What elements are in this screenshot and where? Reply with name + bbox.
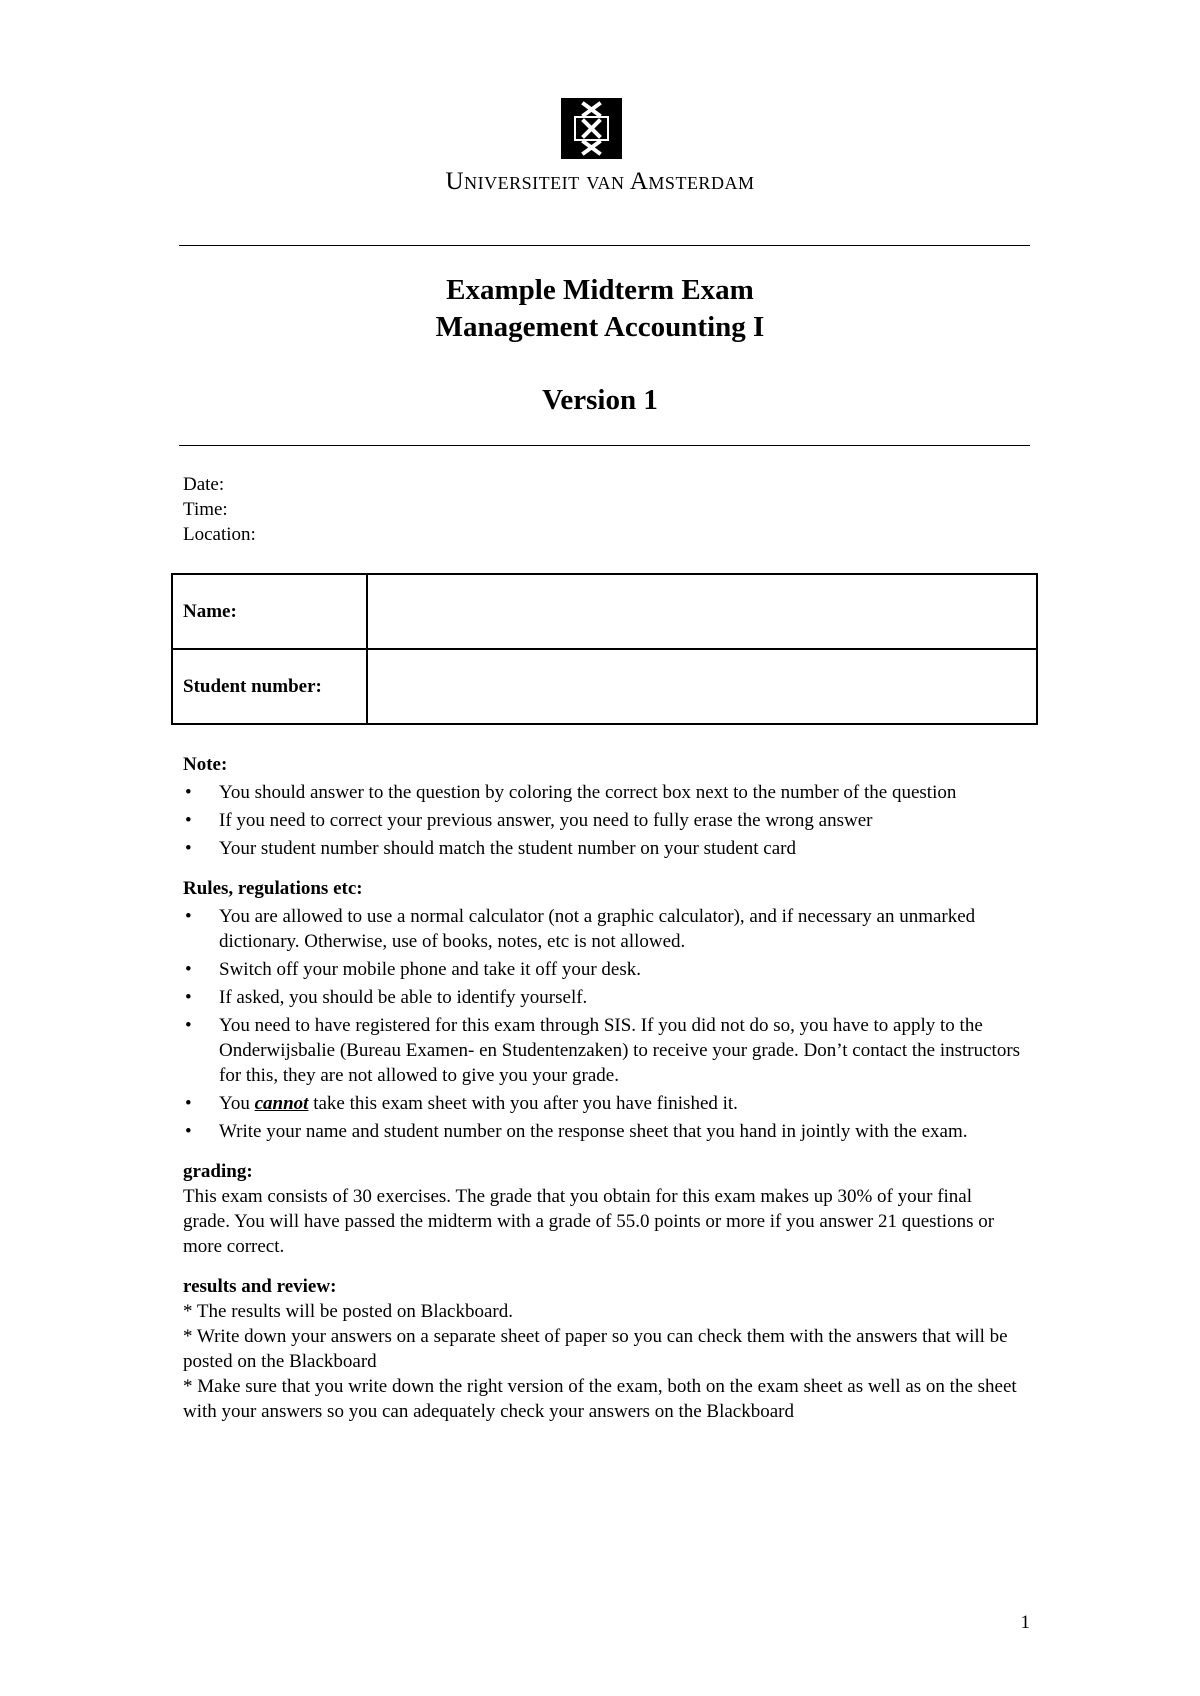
results-item: * Write down your answers on a separate sheet of paper so you can check them with the answers that will be posted on the Blackboard: [183, 1326, 1008, 1372]
rules-heading: Rules, regulations etc:: [183, 878, 363, 899]
location-label: Location:: [183, 524, 256, 545]
university-name: Universiteit van Amsterdam: [445, 168, 755, 195]
list-item: • If asked, you should be able to identify yourself.: [185, 987, 588, 1008]
time-label: Time:: [183, 499, 228, 520]
list-item: • You should answer to the question by coloring the correct box next to the number of the question: [185, 782, 957, 803]
list-item: • Your student number should match the student number on your student card: [185, 838, 796, 859]
bullet-icon: •: [185, 782, 192, 803]
name-label: Name:: [172, 574, 367, 649]
list-item: • You need to have registered for this exam through SIS. If you did not do so, you have to apply to the Onderwijsbalie (Bureau Examen- en Studentenzaken) to receive your grade. Don’t contact the instructors for this, they are not allowed to give you your grade.: [185, 1015, 1021, 1086]
results-heading: results and review:: [183, 1276, 337, 1297]
results-item: * Make sure that you write down the right version of the exam, both on the exam sheet as well as on the sheet with your answers so you can adequately check your answers on the Blackboard: [183, 1376, 1017, 1422]
exam-title: Example Midterm Exam: [446, 274, 754, 306]
top-divider: [179, 245, 1030, 246]
instructions: [183, 752, 1023, 1424]
student-number-label: Student number:: [172, 649, 367, 724]
grading-text: This exam consists of 30 exercises. The grade that you obtain for this exam makes up 30% of your final grade. You will have passed the midterm with a grade of 55.0 points or more if you answer 21 questions or more correct.: [183, 1186, 995, 1257]
note-heading: Note:: [183, 754, 228, 775]
name-row: [172, 574, 1037, 649]
list-item: • You are allowed to use a normal calculator (not a graphic calculator), and if necessary an unmarked dictionary. Otherwise, use of books, notes, etc is not allowed.: [185, 906, 976, 952]
bullet-icon: •: [185, 838, 192, 859]
page-number: 1: [1020, 1612, 1030, 1633]
bottom-divider: [179, 445, 1030, 446]
student-number-field[interactable]: [367, 649, 1037, 724]
cannot-emphasis: cannot: [254, 1093, 309, 1114]
bullet-icon: •: [185, 1015, 192, 1036]
grading-heading: grading:: [183, 1161, 253, 1182]
rules-list: [183, 904, 1023, 1144]
exam-version: Version 1: [542, 384, 658, 416]
student-info-table: [171, 573, 1038, 725]
student-number-row: [172, 649, 1037, 724]
bullet-icon: •: [185, 1093, 192, 1114]
university-logo-icon: [561, 98, 622, 159]
list-item: • If you need to correct your previous answer, you need to fully erase the wrong answer: [185, 810, 873, 831]
bullet-icon: •: [185, 959, 192, 980]
note-list: [183, 780, 1023, 861]
bullet-icon: •: [185, 810, 192, 831]
results-item: * The results will be posted on Blackboard.: [183, 1301, 513, 1322]
date-label: Date:: [183, 474, 225, 495]
bullet-icon: •: [185, 906, 192, 927]
list-item: • Switch off your mobile phone and take it off your desk.: [185, 959, 641, 980]
bullet-icon: •: [185, 987, 192, 1008]
bullet-icon: •: [185, 1121, 192, 1142]
name-field[interactable]: [367, 574, 1037, 649]
list-item: • You cannot take this exam sheet with you after you have finished it.: [185, 1093, 738, 1114]
list-item: • Write your name and student number on the response sheet that you hand in jointly with the exam.: [185, 1121, 968, 1142]
course-title: Management Accounting I: [435, 311, 765, 343]
